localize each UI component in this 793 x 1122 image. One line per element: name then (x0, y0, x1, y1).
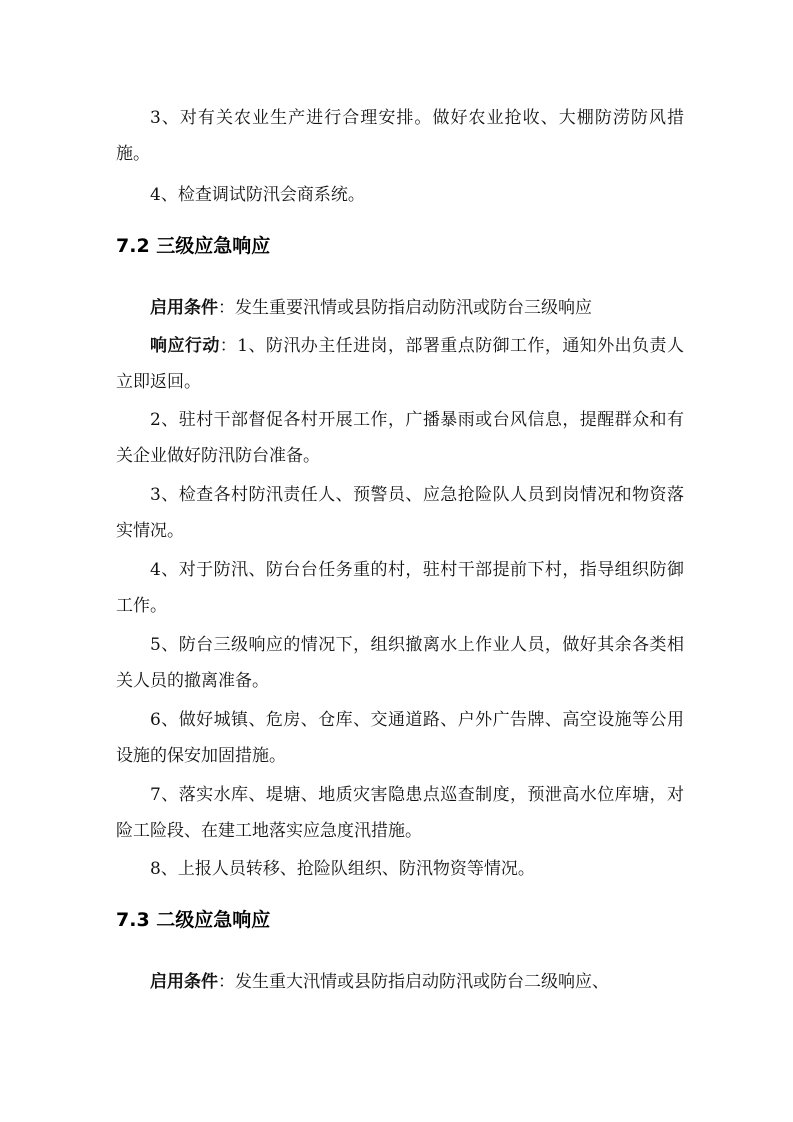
activation-condition-label: 启用条件 (150, 298, 218, 318)
paragraph-action-7: 7、落实水库、堤塘、地质灾害隐患点巡查制度，预泄高水位库塘，对险工险段、在建工地落实应急度汛措施。 (116, 785, 684, 841)
paragraph-action-4: 4、对于防汛、防台台任务重的村，驻村干部提前下村，指导组织防御工作。 (116, 560, 684, 616)
paragraph-activation-condition-7-2: 启用条件：发生重要汛情或县防指启动防汛或防台三级响应 (150, 298, 592, 318)
paragraph-item-3: 3、对有关农业生产进行合理安排。做好农业抢收、大棚防涝防风措施。 (116, 108, 684, 164)
paragraph-response-action: 响应行动：1、防汛办主任进岗，部署重点防御工作，通知外出负责人立即返回。 (116, 336, 684, 392)
paragraph-item-4: 4、检查调试防汛会商系统。 (150, 185, 365, 205)
paragraph-action-5: 5、防台三级响应的情况下，组织撤离水上作业人员，做好其余各类相关人员的撤离准备。 (116, 635, 684, 691)
activation-condition-label: 启用条件 (150, 972, 218, 992)
paragraph-action-8: 8、上报人员转移、抢险队组织、防汛物资等情况。 (150, 859, 535, 879)
section-heading-7-2: 7.2 三级应急响应 (116, 235, 271, 257)
paragraph-action-2: 2、驻村干部督促各村开展工作，广播暴雨或台风信息，提醒群众和有关企业做好防汛防台准备。 (116, 410, 684, 466)
section-heading-7-3: 7.3 二级应急响应 (116, 909, 271, 931)
paragraph-activation-condition-7-3: 启用条件：发生重大汛情或县防指启动防汛或防台二级响应、 (150, 972, 609, 992)
paragraph-action-3: 3、检查各村防汛责任人、预警员、应急抢险队人员到岗情况和物资落实情况。 (116, 485, 684, 541)
paragraph-action-6: 6、做好城镇、危房、仓库、交通道路、户外广告牌、高空设施等公用设施的保安加固措施。 (116, 710, 684, 766)
response-action-label: 响应行动 (150, 336, 220, 356)
